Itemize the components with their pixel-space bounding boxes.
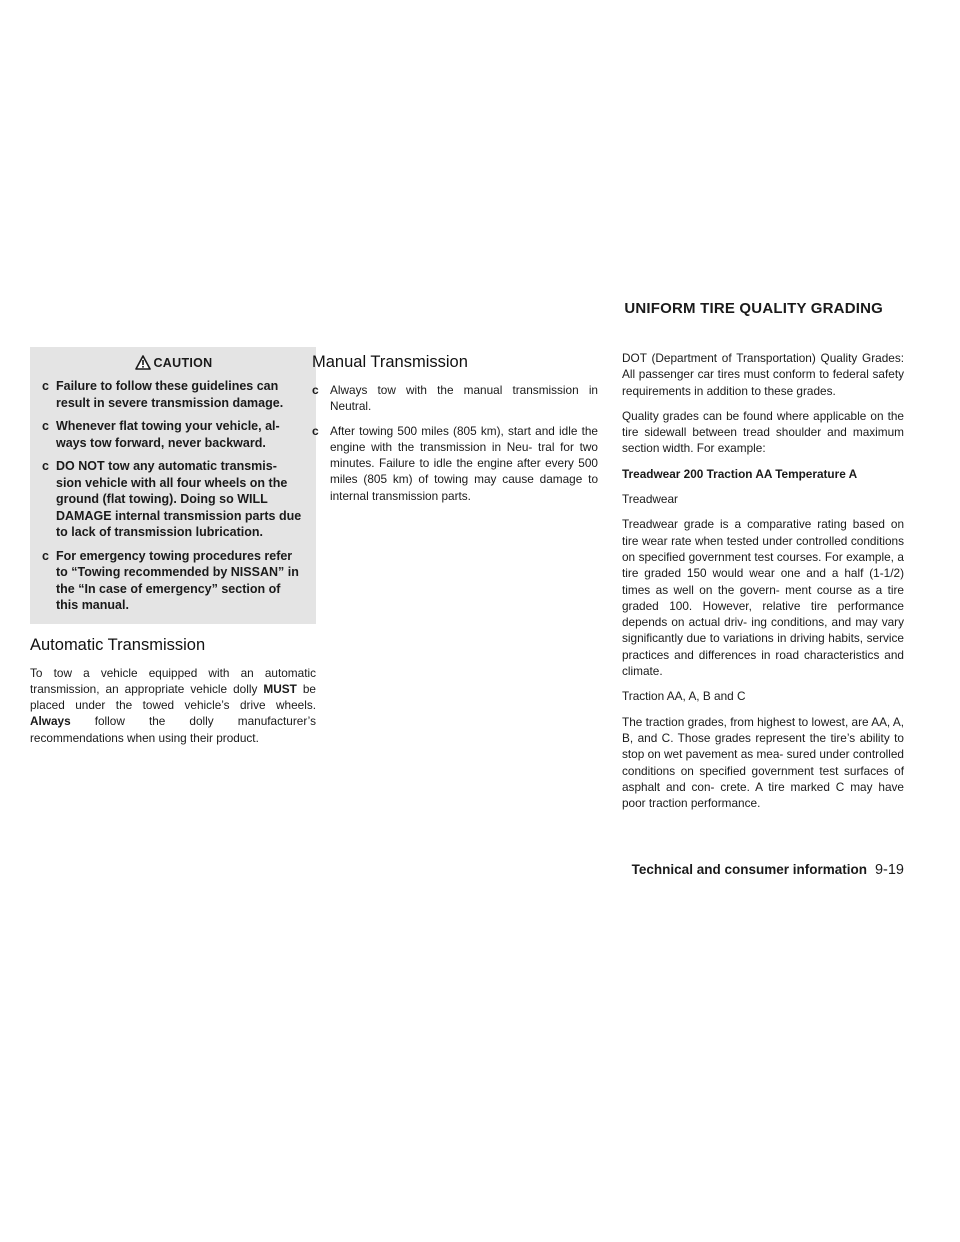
manual-transmission-heading: Manual Transmission [312,353,468,371]
treadwear-heading: Treadwear [622,492,678,507]
page-footer [632,862,904,878]
treadwear-paragraph: Treadwear grade is a comparative rating based on tire wear rate when tested under controlled conditions on specified government test courses. For example, a tire graded 150 would wear one and a half (1-1/2) times as well on the govern- ment course as a tire graded 100. However, relative tire performance depends on actual driv- ing conditions, and may vary significantly due to variations in driving habits, service practices and differences in road characteristics and climate. [622,517,904,679]
bullet-mark: c [312,423,319,438]
bullet-mark: c [42,459,49,473]
caution-box [30,347,316,624]
page-number: 9-19 [874,862,904,878]
list-item-text: Always tow with the manual transmission in Neutral. [330,383,598,414]
caution-item [42,458,306,541]
automatic-transmission-text: To tow a vehicle equipped with an automatic transmission, an appropriate vehicle dolly MUST be placed under the towed vehicle’s drive wheels. Always follow the dolly manufacturer’s recommendations when using their product. [30,665,316,745]
footer-label: Technical and consumer information [631,862,867,877]
left-column [30,347,316,755]
grading-example: Treadwear 200 Traction AA Temperature A [622,466,858,481]
caution-text: Failure to follow these guidelines can result in severe transmission damage. [56,379,284,410]
bullet-mark: c [312,383,319,397]
traction-heading: Traction AA, A, B and C [622,689,746,704]
caution-item [42,378,306,411]
right-column [622,350,904,820]
dot-paragraph: DOT (Department of Transportation) Quality Grades: All passenger car tires must conform to federal safety requirements in addition to these grades. [622,351,904,398]
warning-icon [135,355,151,370]
list-item-text: After towing 500 miles (805 km), start and idle the engine with the transmission in Neu- tral for two minutes. Failure to idle the engine after every 500 miles (805 km) of towing may cause damage to internal transmission parts. [330,423,598,503]
bullet-mark: c [42,419,49,433]
caution-text: DO NOT tow any automatic transmis- sion vehicle with all four wheels on the ground (flat towing). Doing so WILL DAMAGE internal transmission parts due to lack of transmission lubrication. [56,459,302,539]
list-item [312,382,598,415]
traction-paragraph: The traction grades, from highest to lowest, are AA, A, B, and C. Those grades represent the tire’s ability to stop on wet pavement as mea- sured under controlled conditions on specified government test surfaces of asphalt and con- crete. A tire marked C may have poor traction performance. [622,714,904,811]
caution-text: Whenever flat towing your vehicle, al- ways tow forward, never backward. [56,419,280,450]
automatic-transmission-heading: Automatic Transmission [30,635,206,654]
caution-item [42,548,306,614]
caution-heading [42,355,306,370]
caution-label: CAUTION [153,355,213,370]
caution-text: For emergency towing procedures refer to “Towing recommended by NISSAN” in the “In case of emergency” section of this manual. [56,548,299,612]
bullet-mark: c [42,548,49,563]
bullet-mark: c [42,379,49,393]
quality-grades-paragraph: Quality grades can be found where applicable on the tire sidewall between tread shoulder and maximum section width. For example: [622,408,904,456]
list-item [312,423,598,504]
middle-column [312,347,598,512]
caution-item [42,418,306,451]
section-title: UNIFORM TIRE QUALITY GRADING [624,300,883,317]
